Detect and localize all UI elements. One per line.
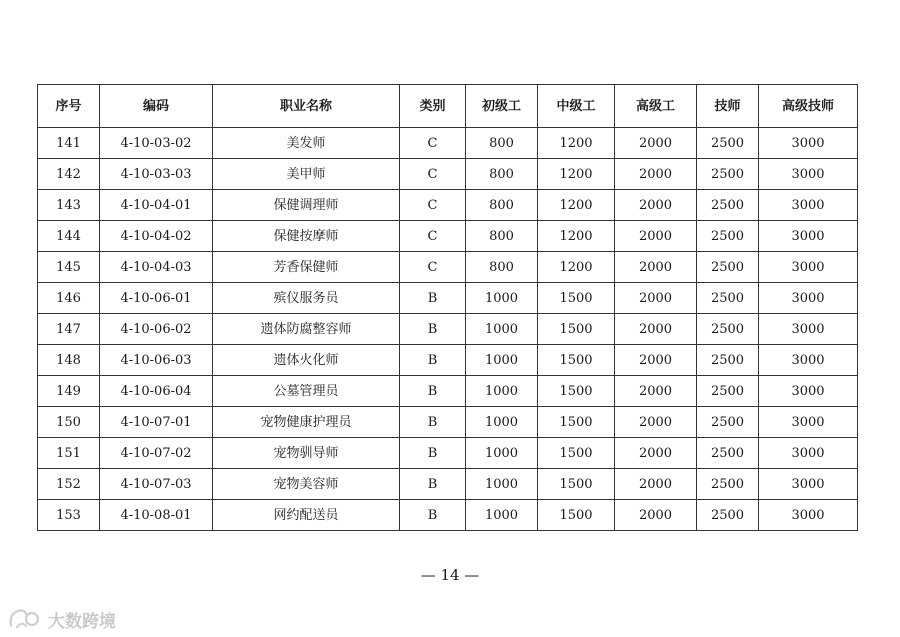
- cell-category: B: [400, 345, 466, 376]
- cell-junior: 1000: [466, 314, 538, 345]
- brand-logo-icon: [8, 608, 42, 630]
- header-code: 编码: [100, 85, 213, 128]
- cell-junior: 1000: [466, 345, 538, 376]
- cell-technician: 2500: [697, 283, 759, 314]
- watermark-text: 大数跨境: [48, 611, 116, 632]
- cell-senior-technician: 3000: [759, 469, 858, 500]
- header-category: 类别: [400, 85, 466, 128]
- cell-senior: 2000: [615, 314, 697, 345]
- table-row: [38, 252, 858, 283]
- cell-junior: 1000: [466, 407, 538, 438]
- cell-seq: 150: [38, 407, 100, 438]
- cell-senior: 2000: [615, 283, 697, 314]
- cell-senior-technician: 3000: [759, 407, 858, 438]
- table-header-row: [38, 85, 858, 128]
- cell-category: B: [400, 469, 466, 500]
- header-seq: 序号: [38, 85, 100, 128]
- cell-intermediate: 1500: [538, 407, 615, 438]
- table-row: [38, 438, 858, 469]
- cell-seq: 151: [38, 438, 100, 469]
- cell-seq: 149: [38, 376, 100, 407]
- cell-occupation: 宠物驯导师: [213, 438, 400, 469]
- page-number: — 14 —: [420, 566, 480, 584]
- cell-category: C: [400, 221, 466, 252]
- cell-junior: 1000: [466, 500, 538, 531]
- cell-technician: 2500: [697, 500, 759, 531]
- cell-intermediate: 1200: [538, 190, 615, 221]
- cell-intermediate: 1500: [538, 376, 615, 407]
- cell-seq: 145: [38, 252, 100, 283]
- cell-code: 4-10-08-01: [100, 500, 213, 531]
- cell-junior: 800: [466, 159, 538, 190]
- cell-technician: 2500: [697, 252, 759, 283]
- cell-code: 4-10-06-02: [100, 314, 213, 345]
- cell-technician: 2500: [697, 190, 759, 221]
- occupation-table: [37, 84, 858, 531]
- cell-seq: 143: [38, 190, 100, 221]
- cell-intermediate: 1500: [538, 314, 615, 345]
- cell-senior: 2000: [615, 128, 697, 159]
- table-row: [38, 469, 858, 500]
- cell-category: B: [400, 438, 466, 469]
- cell-technician: 2500: [697, 376, 759, 407]
- cell-junior: 800: [466, 221, 538, 252]
- table-row: [38, 128, 858, 159]
- cell-junior: 800: [466, 252, 538, 283]
- cell-senior: 2000: [615, 159, 697, 190]
- cell-senior-technician: 3000: [759, 376, 858, 407]
- cell-senior-technician: 3000: [759, 345, 858, 376]
- cell-intermediate: 1200: [538, 252, 615, 283]
- header-occupation: 职业名称: [213, 85, 400, 128]
- cell-junior: 1000: [466, 469, 538, 500]
- cell-technician: 2500: [697, 345, 759, 376]
- cell-category: B: [400, 283, 466, 314]
- cell-seq: 147: [38, 314, 100, 345]
- table-row: [38, 221, 858, 252]
- cell-intermediate: 1500: [538, 345, 615, 376]
- cell-category: B: [400, 314, 466, 345]
- cell-senior-technician: 3000: [759, 221, 858, 252]
- cell-technician: 2500: [697, 314, 759, 345]
- cell-junior: 800: [466, 128, 538, 159]
- cell-senior: 2000: [615, 190, 697, 221]
- cell-technician: 2500: [697, 407, 759, 438]
- cell-category: C: [400, 159, 466, 190]
- cell-seq: 141: [38, 128, 100, 159]
- cell-occupation: 保健按摩师: [213, 221, 400, 252]
- cell-occupation: 殡仪服务员: [213, 283, 400, 314]
- cell-seq: 152: [38, 469, 100, 500]
- cell-code: 4-10-04-01: [100, 190, 213, 221]
- cell-intermediate: 1200: [538, 221, 615, 252]
- cell-senior-technician: 3000: [759, 128, 858, 159]
- cell-intermediate: 1200: [538, 159, 615, 190]
- cell-occupation: 宠物美容师: [213, 469, 400, 500]
- cell-seq: 146: [38, 283, 100, 314]
- cell-category: C: [400, 190, 466, 221]
- cell-junior: 1000: [466, 376, 538, 407]
- header-senior: 高级工: [615, 85, 697, 128]
- cell-junior: 1000: [466, 283, 538, 314]
- watermark: [8, 606, 116, 632]
- cell-senior: 2000: [615, 469, 697, 500]
- cell-category: C: [400, 252, 466, 283]
- cell-occupation: 美发师: [213, 128, 400, 159]
- cell-code: 4-10-06-03: [100, 345, 213, 376]
- cell-occupation: 网约配送员: [213, 500, 400, 531]
- header-senior-technician: 高级技师: [759, 85, 858, 128]
- cell-code: 4-10-04-02: [100, 221, 213, 252]
- cell-senior-technician: 3000: [759, 190, 858, 221]
- table-row: [38, 500, 858, 531]
- table-row: [38, 376, 858, 407]
- cell-senior-technician: 3000: [759, 252, 858, 283]
- table-row: [38, 159, 858, 190]
- cell-seq: 148: [38, 345, 100, 376]
- cell-code: 4-10-06-04: [100, 376, 213, 407]
- cell-senior: 2000: [615, 500, 697, 531]
- cell-technician: 2500: [697, 221, 759, 252]
- header-technician: 技师: [697, 85, 759, 128]
- cell-occupation: 宠物健康护理员: [213, 407, 400, 438]
- cell-code: 4-10-07-01: [100, 407, 213, 438]
- cell-occupation: 芳香保健师: [213, 252, 400, 283]
- cell-senior-technician: 3000: [759, 159, 858, 190]
- cell-occupation: 保健调理师: [213, 190, 400, 221]
- cell-senior: 2000: [615, 407, 697, 438]
- cell-technician: 2500: [697, 159, 759, 190]
- cell-technician: 2500: [697, 469, 759, 500]
- table-row: [38, 190, 858, 221]
- cell-occupation: 遗体火化师: [213, 345, 400, 376]
- cell-occupation: 美甲师: [213, 159, 400, 190]
- cell-seq: 142: [38, 159, 100, 190]
- cell-occupation: 公墓管理员: [213, 376, 400, 407]
- cell-senior-technician: 3000: [759, 314, 858, 345]
- cell-intermediate: 1500: [538, 469, 615, 500]
- cell-category: C: [400, 128, 466, 159]
- cell-code: 4-10-07-02: [100, 438, 213, 469]
- cell-senior-technician: 3000: [759, 283, 858, 314]
- cell-seq: 144: [38, 221, 100, 252]
- cell-senior-technician: 3000: [759, 438, 858, 469]
- cell-intermediate: 1500: [538, 438, 615, 469]
- cell-category: B: [400, 376, 466, 407]
- table-row: [38, 314, 858, 345]
- header-junior: 初级工: [466, 85, 538, 128]
- cell-technician: 2500: [697, 128, 759, 159]
- cell-occupation: 遗体防腐整容师: [213, 314, 400, 345]
- cell-intermediate: 1200: [538, 128, 615, 159]
- cell-code: 4-10-04-03: [100, 252, 213, 283]
- cell-junior: 1000: [466, 438, 538, 469]
- cell-intermediate: 1500: [538, 283, 615, 314]
- cell-senior: 2000: [615, 376, 697, 407]
- cell-category: B: [400, 500, 466, 531]
- table-row: [38, 345, 858, 376]
- cell-senior: 2000: [615, 438, 697, 469]
- cell-code: 4-10-03-03: [100, 159, 213, 190]
- cell-code: 4-10-07-03: [100, 469, 213, 500]
- cell-intermediate: 1500: [538, 500, 615, 531]
- cell-technician: 2500: [697, 438, 759, 469]
- cell-senior-technician: 3000: [759, 500, 858, 531]
- cell-senior: 2000: [615, 221, 697, 252]
- cell-code: 4-10-06-01: [100, 283, 213, 314]
- cell-seq: 153: [38, 500, 100, 531]
- cell-code: 4-10-03-02: [100, 128, 213, 159]
- cell-category: B: [400, 407, 466, 438]
- table-body: [38, 128, 858, 531]
- cell-senior: 2000: [615, 252, 697, 283]
- header-intermediate: 中级工: [538, 85, 615, 128]
- table-row: [38, 283, 858, 314]
- cell-junior: 800: [466, 190, 538, 221]
- table-row: [38, 407, 858, 438]
- cell-senior: 2000: [615, 345, 697, 376]
